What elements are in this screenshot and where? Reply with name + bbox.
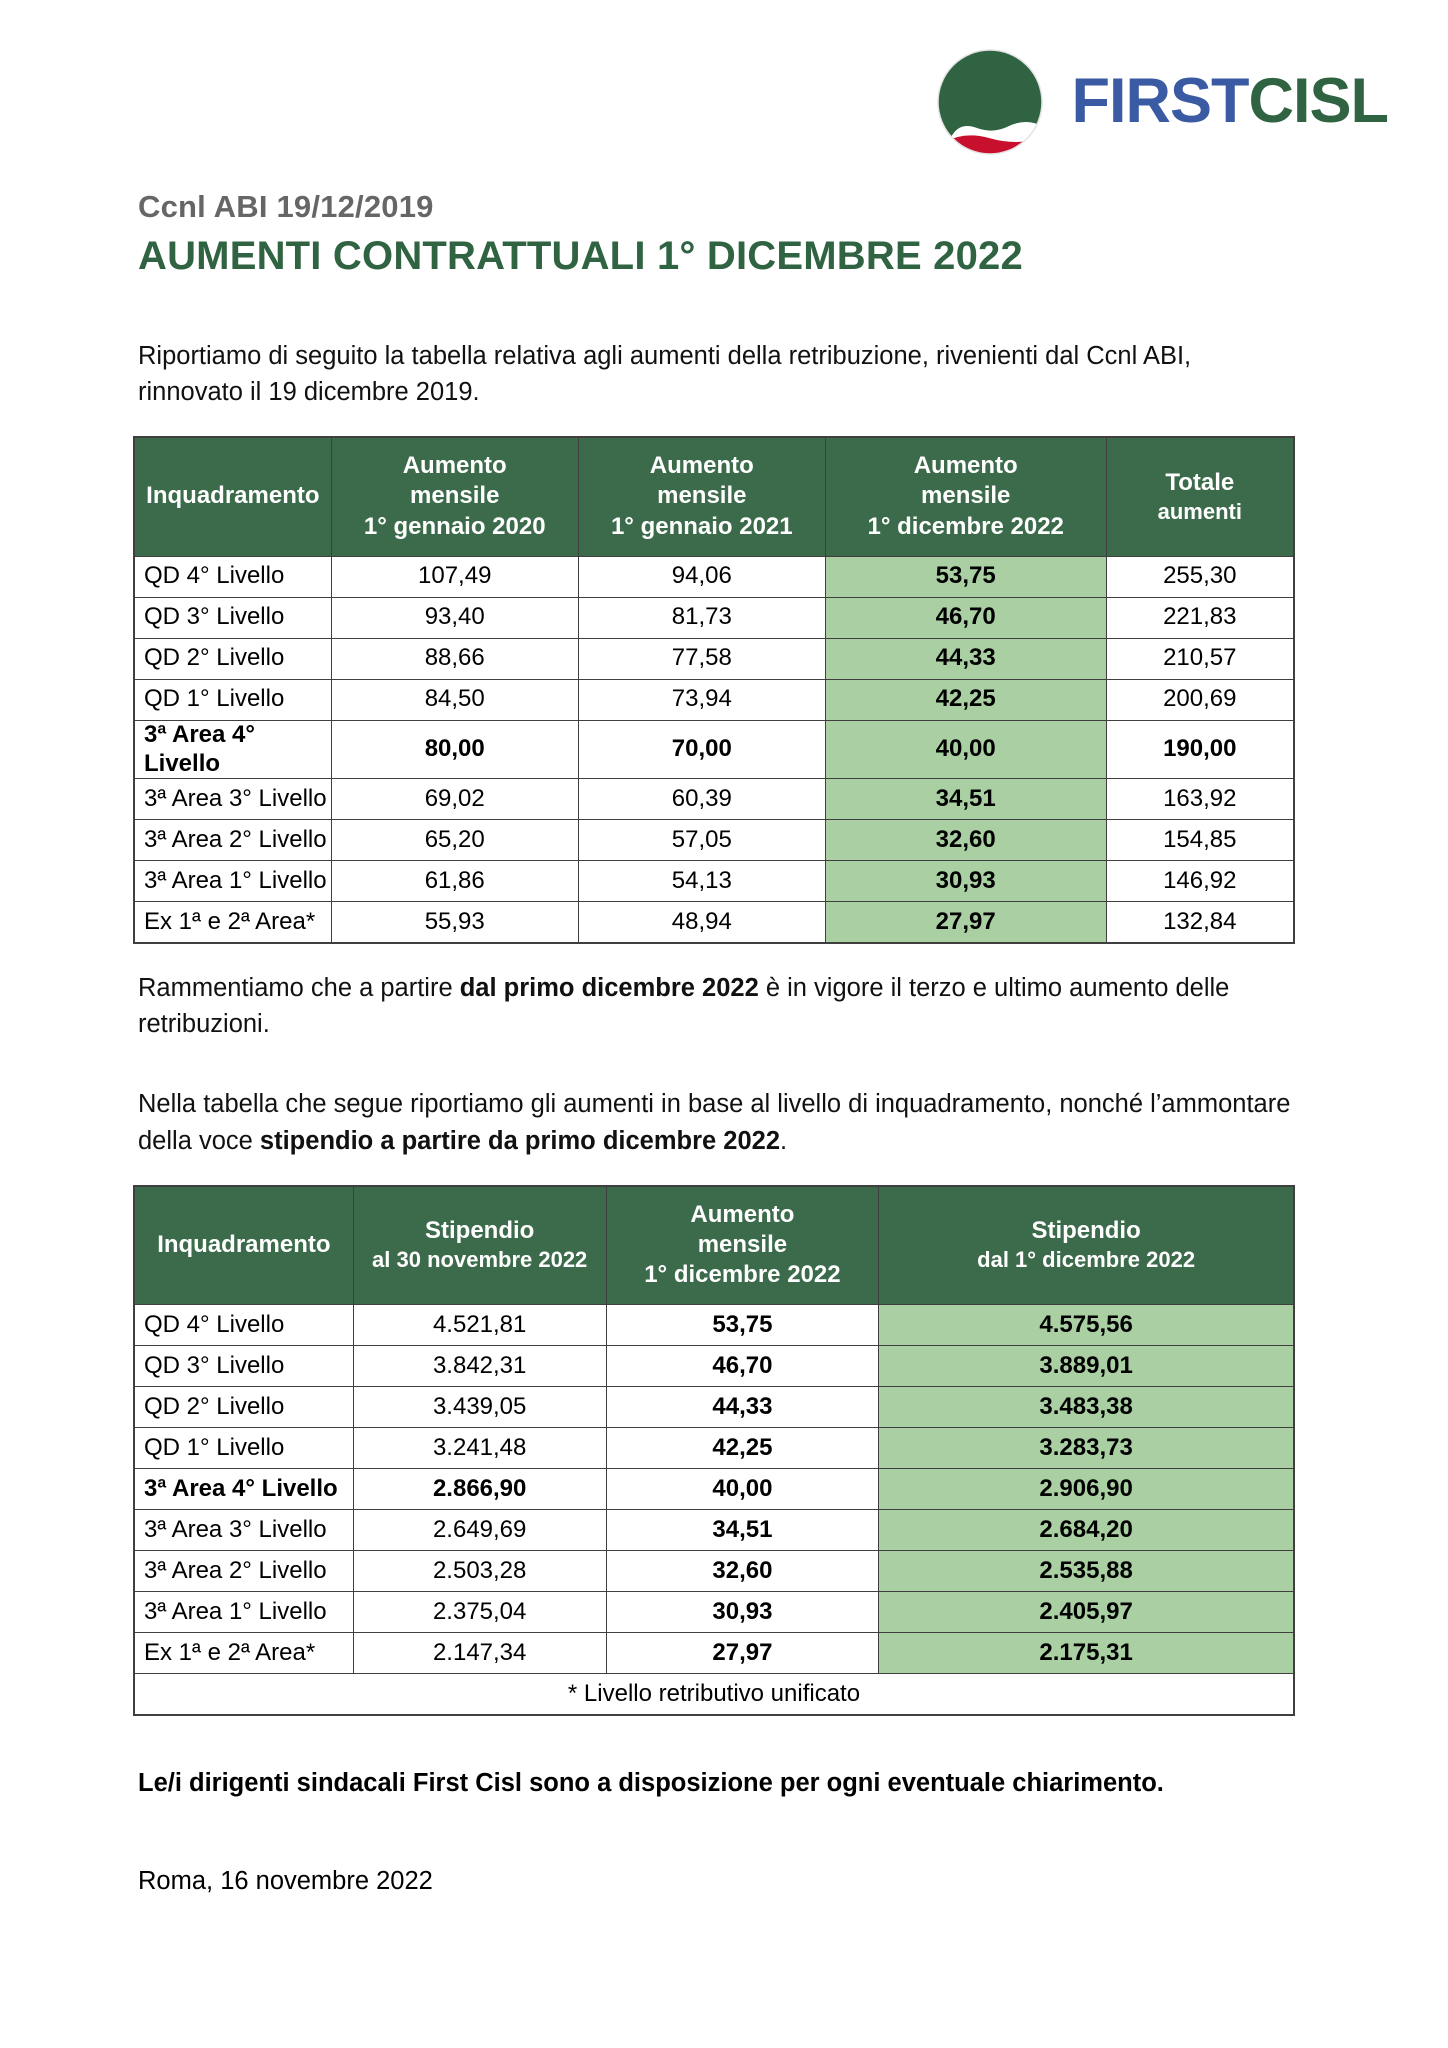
increases-table-cell: 81,73 <box>578 597 825 638</box>
increases-table-row-label: QD 3° Livello <box>134 597 331 638</box>
salary-table-cell: 3.483,38 <box>879 1387 1294 1428</box>
salary-table-footnote: * Livello retributivo unificato <box>134 1674 1294 1715</box>
increases-table-row-label: 3ª Area 4° Livello <box>134 720 331 779</box>
table-row <box>134 1346 1294 1387</box>
increases-table-cell: 27,97 <box>825 902 1106 943</box>
increases-table-cell: 210,57 <box>1106 638 1294 679</box>
increases-table-cell: 200,69 <box>1106 679 1294 720</box>
salary-table-cell: 2.684,20 <box>879 1510 1294 1551</box>
table-row <box>134 720 1294 779</box>
intro-paragraph: Riportiamo di seguito la tabella relativa agli aumenti della retribuzione, rivenienti dal Ccnl ABI, rinnovato il 19 dicembre 2019. <box>138 341 1192 406</box>
increases-table-cell: 190,00 <box>1106 720 1294 779</box>
salary-table-cell: 27,97 <box>606 1633 879 1674</box>
salary-table-cell: 53,75 <box>606 1305 879 1346</box>
increases-table-cell: 61,86 <box>331 861 578 902</box>
increases-table-col-header-0-line-0: Inquadramento <box>146 482 320 510</box>
increases-table-col-header-2-line-0: Aumento <box>649 452 754 480</box>
place-date: Roma, 16 novembre 2022 <box>138 1866 433 1895</box>
increases-table-cell: 48,94 <box>578 902 825 943</box>
increases-table-cell: 80,00 <box>331 720 578 779</box>
increases-table-cell: 88,66 <box>331 638 578 679</box>
salary-table-cell: 2.503,28 <box>353 1551 606 1592</box>
table1-header-row <box>134 437 1294 556</box>
table1-head <box>134 437 1294 556</box>
salary-table-cell: 2.147,34 <box>353 1633 606 1674</box>
table-row <box>134 1305 1294 1346</box>
salary-table-wrapper <box>133 1185 1295 1716</box>
salary-table-col-header-2 <box>606 1186 879 1305</box>
salary-table-row-label: QD 1° Livello <box>134 1428 353 1469</box>
increases-table-cell: 146,92 <box>1106 861 1294 902</box>
reminder-text-before: Rammentiamo che a partire <box>138 973 460 1002</box>
increases-table-cell: 32,60 <box>825 820 1106 861</box>
increases-table-cell: 44,33 <box>825 638 1106 679</box>
salary-table-col-header-0 <box>134 1186 353 1305</box>
increases-table-row-label: 3ª Area 1° Livello <box>134 861 331 902</box>
salary-table-cell: 46,70 <box>606 1346 879 1387</box>
salary-table <box>133 1185 1295 1716</box>
increases-table-col-header-1 <box>331 437 578 556</box>
salary-table-cell: 3.283,73 <box>879 1428 1294 1469</box>
reminder-text-bold: dal primo dicembre 2022 <box>459 973 759 1002</box>
increases-table-cell: 221,83 <box>1106 597 1294 638</box>
salary-table-cell: 2.375,04 <box>353 1592 606 1633</box>
salary-table-cell: 32,60 <box>606 1551 879 1592</box>
increases-table-row-label: Ex 1ª e 2ª Area* <box>134 902 331 943</box>
increases-table-cell: 55,93 <box>331 902 578 943</box>
table2-head <box>134 1186 1294 1305</box>
increases-table-cell: 84,50 <box>331 679 578 720</box>
first-cisl-emblem-icon <box>931 46 1049 156</box>
increases-table-col-header-2-line-1: mensile <box>657 482 747 510</box>
salary-table-row-label: 3ª Area 3° Livello <box>134 1510 353 1551</box>
increases-table-cell: 57,05 <box>578 820 825 861</box>
table-row <box>134 1428 1294 1469</box>
table-row <box>134 1633 1294 1674</box>
logo-word-cisl: CISL <box>1248 65 1388 136</box>
salary-table-cell: 4.575,56 <box>879 1305 1294 1346</box>
salary-table-row-label: 3ª Area 4° Livello <box>134 1469 353 1510</box>
salary-table-col-header-2-line-1: mensile <box>697 1231 788 1258</box>
salary-table-col-header-3-line-0: Stipendio <box>1031 1217 1141 1245</box>
increases-table-cell: 30,93 <box>825 861 1106 902</box>
page-title: AUMENTI CONTRATTUALI 1° DICEMBRE 2022 <box>138 233 1023 278</box>
salary-table-cell: 3.241,48 <box>353 1428 606 1469</box>
salary-table-row-label: QD 2° Livello <box>134 1387 353 1428</box>
increases-table-col-header-1-line-1: mensile <box>410 482 500 510</box>
salary-table-row-label: 3ª Area 2° Livello <box>134 1551 353 1592</box>
increases-table-cell: 53,75 <box>825 556 1106 597</box>
salary-table-cell: 42,25 <box>606 1428 879 1469</box>
table-row <box>134 597 1294 638</box>
increases-table-col-header-3 <box>825 437 1106 556</box>
salary-table-col-header-3 <box>879 1186 1294 1305</box>
logo-word-first: FIRST <box>1071 65 1249 136</box>
salary-table-row-label: QD 4° Livello <box>134 1305 353 1346</box>
salary-table-col-header-3-line-1: dal 1° dicembre 2022 <box>977 1247 1196 1273</box>
increases-table-cell: 46,70 <box>825 597 1106 638</box>
logo-wordmark <box>1071 65 1388 136</box>
increases-table-cell: 40,00 <box>825 720 1106 779</box>
reminder-paragraph <box>138 970 1303 1042</box>
increases-table-row-label: 3ª Area 2° Livello <box>134 820 331 861</box>
next-table-paragraph <box>138 1086 1303 1158</box>
salary-table-cell: 2.535,88 <box>879 1551 1294 1592</box>
increases-table-col-header-4-line-1: aumenti <box>1157 498 1242 524</box>
salary-table-cell: 2.906,90 <box>879 1469 1294 1510</box>
table-row <box>134 638 1294 679</box>
salary-table-col-header-1 <box>353 1186 606 1305</box>
next-table-text-bold: stipendio a partire da primo dicembre 2022 <box>259 1126 781 1155</box>
salary-table-cell: 2.649,69 <box>353 1510 606 1551</box>
increases-table-cell: 69,02 <box>331 779 578 820</box>
reminder-text-after: è in vigore il terzo e ultimo aumento delle retribuzioni. <box>138 973 1230 1039</box>
table-row <box>134 779 1294 820</box>
closing-statement: Le/i dirigenti sindacali First Cisl sono a disposizione per ogni eventuale chiarimento. <box>138 1768 1164 1797</box>
table2-header-row <box>134 1186 1294 1305</box>
salary-table-row-label: Ex 1ª e 2ª Area* <box>134 1633 353 1674</box>
table-row <box>134 1510 1294 1551</box>
increases-table-col-header-1-line-2: 1° gennaio 2020 <box>363 512 546 540</box>
salary-table-cell: 34,51 <box>606 1510 879 1551</box>
table-footnote-row <box>134 1674 1294 1715</box>
increases-table-cell: 34,51 <box>825 779 1106 820</box>
increases-table-row-label: QD 2° Livello <box>134 638 331 679</box>
increases-table-cell: 93,40 <box>331 597 578 638</box>
increases-table-cell: 70,00 <box>578 720 825 779</box>
increases-table-cell: 132,84 <box>1106 902 1294 943</box>
increases-table-col-header-3-line-0: Aumento <box>913 452 1018 480</box>
table-row <box>134 1551 1294 1592</box>
table-row <box>134 820 1294 861</box>
increases-table-col-header-2-line-2: 1° gennaio 2021 <box>610 512 793 540</box>
salary-table-cell: 3.889,01 <box>879 1346 1294 1387</box>
contractual-increases-table <box>133 436 1295 944</box>
salary-table-row-label: 3ª Area 1° Livello <box>134 1592 353 1633</box>
page-header <box>0 0 1448 150</box>
salary-table-col-header-1-line-0: Stipendio <box>425 1217 535 1245</box>
increases-table-cell: 255,30 <box>1106 556 1294 597</box>
increases-table-cell: 73,94 <box>578 679 825 720</box>
increases-table-cell: 65,20 <box>331 820 578 861</box>
increases-table-row-label: QD 4° Livello <box>134 556 331 597</box>
increases-table-col-header-4-line-0: Totale <box>1165 468 1235 496</box>
increases-table-col-header-3-line-2: 1° dicembre 2022 <box>867 512 1064 540</box>
table-row <box>134 679 1294 720</box>
increases-table-cell: 54,13 <box>578 861 825 902</box>
table-row <box>134 1469 1294 1510</box>
table2-body <box>134 1305 1294 1715</box>
increases-table-row-label: 3ª Area 3° Livello <box>134 779 331 820</box>
increases-table-cell: 154,85 <box>1106 820 1294 861</box>
table-row <box>134 861 1294 902</box>
title-block <box>138 188 1448 280</box>
salary-table-col-header-2-line-0: Aumento <box>690 1200 795 1228</box>
increases-table-col-header-4 <box>1106 437 1294 556</box>
salary-table-cell: 44,33 <box>606 1387 879 1428</box>
increases-table-col-header-0 <box>134 437 331 556</box>
increases-table-cell: 42,25 <box>825 679 1106 720</box>
increases-table-wrapper <box>133 436 1295 944</box>
table1-body <box>134 556 1294 943</box>
salary-table-col-header-0-line-0: Inquadramento <box>157 1231 331 1258</box>
salary-table-row-label: QD 3° Livello <box>134 1346 353 1387</box>
increases-table-cell: 107,49 <box>331 556 578 597</box>
table-row <box>134 1387 1294 1428</box>
salary-table-cell: 3.439,05 <box>353 1387 606 1428</box>
increases-table-col-header-2 <box>578 437 825 556</box>
increases-table-cell: 94,06 <box>578 556 825 597</box>
increases-table-cell: 60,39 <box>578 779 825 820</box>
salary-table-col-header-1-line-1: al 30 novembre 2022 <box>372 1247 588 1273</box>
table-row <box>134 1592 1294 1633</box>
salary-table-col-header-2-line-2: 1° dicembre 2022 <box>644 1261 841 1289</box>
salary-table-cell: 2.866,90 <box>353 1469 606 1510</box>
salary-table-cell: 30,93 <box>606 1592 879 1633</box>
increases-table-col-header-3-line-1: mensile <box>921 482 1011 510</box>
salary-table-cell: 2.175,31 <box>879 1633 1294 1674</box>
next-table-text-before: Nella tabella che segue riportiamo gli aumenti in base al livello di inquadramento, nonché l’ammontare della voce <box>138 1090 1291 1155</box>
salary-table-cell: 40,00 <box>606 1469 879 1510</box>
next-table-text-after: . <box>780 1126 788 1155</box>
salary-table-cell: 3.842,31 <box>353 1346 606 1387</box>
document-kicker: Ccnl ABI 19/12/2019 <box>138 189 434 224</box>
table-row <box>134 556 1294 597</box>
first-cisl-logo <box>931 46 1388 156</box>
salary-table-cell: 2.405,97 <box>879 1592 1294 1633</box>
increases-table-col-header-1-line-0: Aumento <box>402 452 507 480</box>
increases-table-row-label: QD 1° Livello <box>134 679 331 720</box>
salary-table-cell: 4.521,81 <box>353 1305 606 1346</box>
table-row <box>134 902 1294 943</box>
increases-table-cell: 77,58 <box>578 638 825 679</box>
increases-table-cell: 163,92 <box>1106 779 1294 820</box>
